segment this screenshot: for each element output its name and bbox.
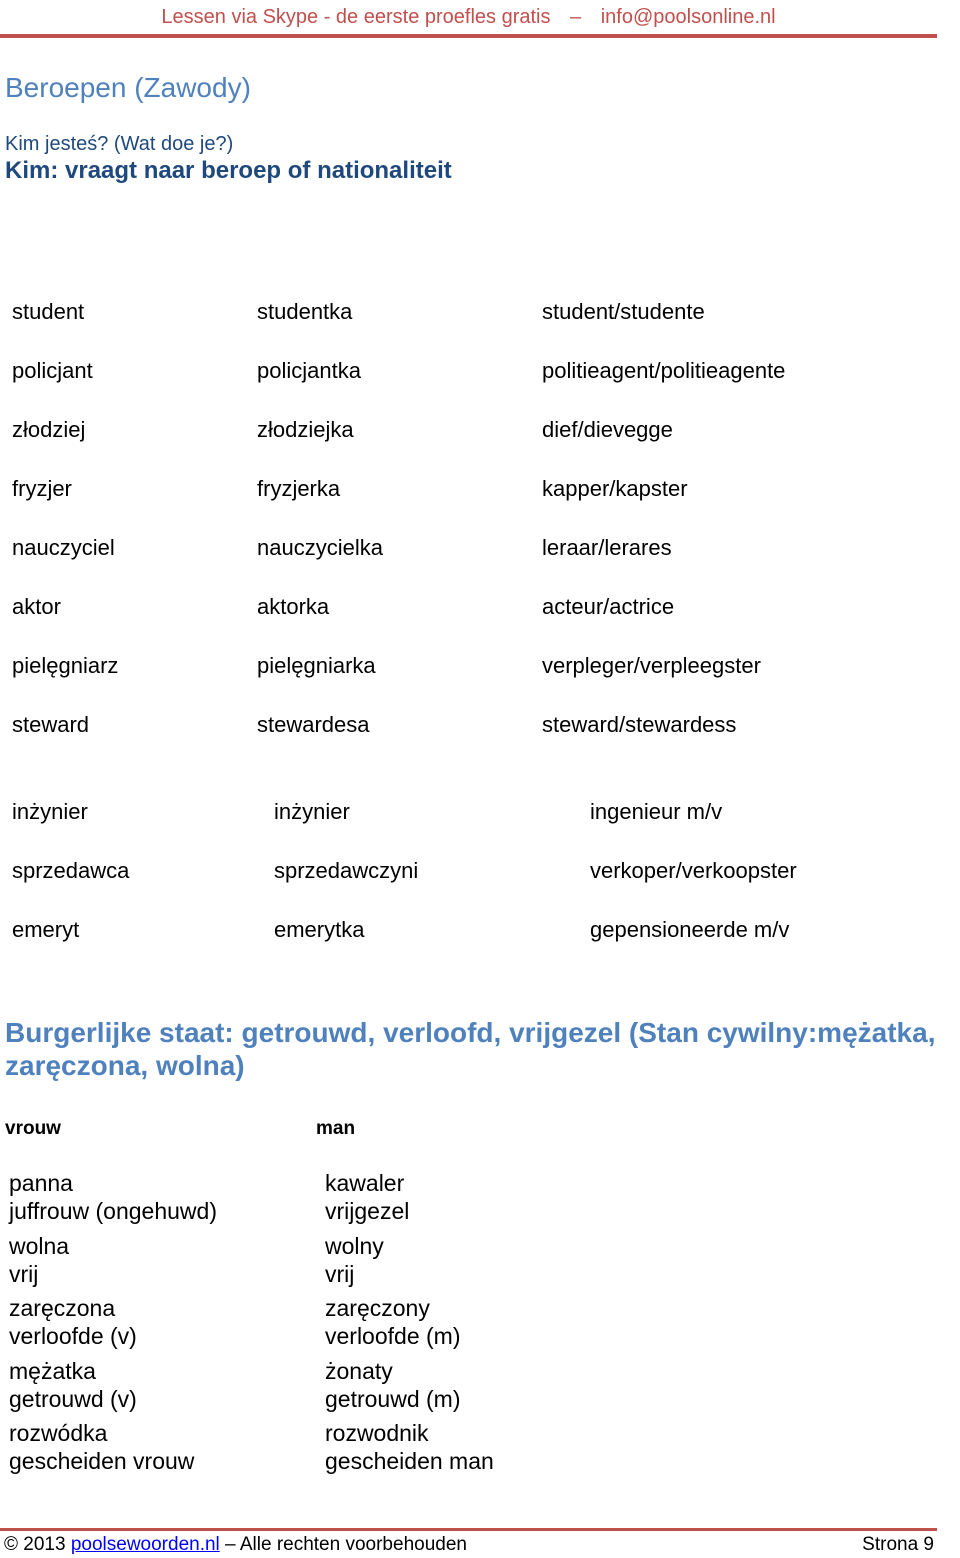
marital-woman-term: wolna: [9, 1232, 70, 1259]
profession-cell: politieagent/politieagente: [542, 358, 786, 383]
marital-woman-term: getrouwd (v): [9, 1385, 137, 1412]
profession-cell: nauczyciel: [12, 535, 115, 560]
profession-cell: ingenieur m/v: [590, 799, 723, 824]
header-rule: [0, 34, 937, 38]
footer-page-number: Strona 9: [862, 1534, 934, 1555]
marital-man-term: rozwodnik: [325, 1420, 429, 1446]
subtitle-question: Kim jesteś? (Wat doe je?): [5, 133, 234, 155]
column-header-man: man: [316, 1118, 356, 1139]
marital-woman-term: gescheiden vrouw: [9, 1448, 195, 1474]
profession-cell: sprzedawczyni: [274, 858, 419, 883]
page-title: Beroepen (Zawody): [5, 72, 251, 103]
profession-cell: dief/dievegge: [542, 417, 673, 442]
footer-link[interactable]: poolsewoorden.nl: [70, 1534, 220, 1555]
marital-woman-term: verloofde (v): [9, 1323, 137, 1349]
profession-cell: inżynier: [274, 799, 350, 824]
marital-woman-term: panna: [9, 1170, 73, 1196]
marital-man-term: wolny: [325, 1232, 384, 1259]
marital-woman-term: mężatka: [9, 1357, 96, 1384]
marital-man-term: getrouwd (m): [325, 1385, 461, 1412]
marital-man-term: kawaler: [325, 1170, 405, 1196]
header-dash: –: [570, 6, 582, 28]
profession-cell: studentka: [257, 299, 353, 324]
marital-woman-term: vrij: [9, 1260, 39, 1287]
profession-cell: verpleger/verpleegster: [542, 653, 761, 678]
profession-cell: acteur/actrice: [542, 594, 675, 619]
profession-cell: pielęgniarka: [257, 653, 376, 678]
profession-cell: fryzjer: [12, 476, 72, 501]
footer-copyright: © 2013: [4, 1534, 71, 1555]
header-email[interactable]: info@poolsonline.nl: [600, 6, 776, 28]
profession-cell: student: [12, 299, 85, 324]
profession-cell: fryzjerka: [257, 476, 341, 501]
column-header-woman: vrouw: [5, 1118, 61, 1139]
page-header: [0, 0, 937, 38]
profession-cell: leraar/lerares: [542, 535, 672, 560]
profession-cell: policjantka: [257, 358, 361, 383]
profession-cell: emeryt: [12, 917, 80, 942]
profession-cell: steward/stewardess: [542, 712, 737, 737]
marital-status-title: Burgerlijke staat: getrouwd, verloofd, vrijgezel (Stan cywilny:mężatka, zaręczona, wolna): [5, 1017, 936, 1081]
profession-cell: pielęgniarz: [12, 653, 119, 678]
profession-cell: nauczycielka: [257, 535, 383, 560]
profession-cell: emerytka: [274, 917, 365, 942]
profession-cell: złodziejka: [257, 417, 354, 442]
marital-man-term: verloofde (m): [325, 1323, 461, 1349]
marital-man-term: żonaty: [325, 1357, 393, 1384]
profession-cell: gepensioneerde m/v: [590, 917, 790, 942]
profession-cell: inżynier: [12, 799, 88, 824]
subtitle-explanation: Kim: vraagt naar beroep of nationaliteit: [5, 157, 452, 184]
profession-cell: aktorka: [257, 594, 330, 619]
profession-cell: steward: [12, 712, 90, 737]
marital-woman-term: rozwódka: [9, 1420, 108, 1446]
marital-man-term: gescheiden man: [325, 1448, 494, 1474]
footer-rule: [0, 1528, 937, 1531]
marital-man-term: vrij: [325, 1260, 355, 1287]
marital-woman-term: zaręczona: [9, 1295, 116, 1321]
profession-cell: stewardesa: [257, 712, 370, 737]
header-lessons-text: Lessen via Skype - de eerste proefles gratis: [161, 6, 551, 28]
profession-cell: verkoper/verkoopster: [590, 858, 797, 883]
page-footer: [4, 1532, 934, 1558]
marital-woman-term: juffrouw (ongehuwd): [9, 1198, 217, 1224]
profession-cell: sprzedawca: [12, 858, 130, 883]
marital-man-term: zaręczony: [325, 1295, 430, 1321]
profession-cell: złodziej: [12, 417, 86, 442]
profession-cell: student/studente: [542, 299, 705, 324]
footer-rights: – Alle rechten voorbehouden: [219, 1534, 467, 1555]
profession-cell: kapper/kapster: [542, 476, 688, 501]
marital-man-term: vrijgezel: [325, 1198, 410, 1224]
profession-cell: policjant: [12, 358, 93, 383]
profession-cell: aktor: [12, 594, 61, 619]
